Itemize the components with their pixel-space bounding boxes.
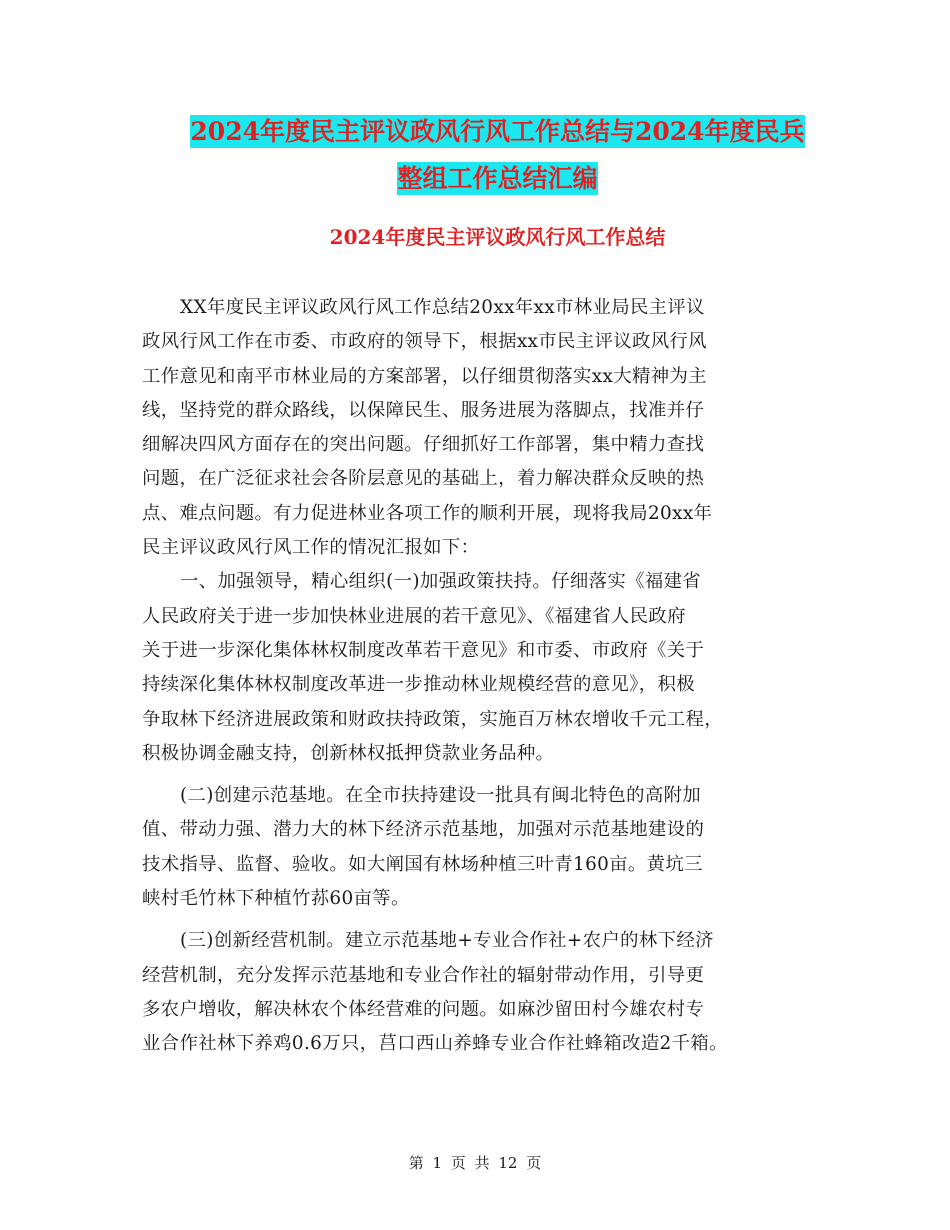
- document-title: [140, 108, 855, 202]
- body-line: 经营机制，充分发挥示范基地和专业合作社的辐射带动作用，引导更: [142, 964, 705, 986]
- body-line: 一、加强领导，精心组织(一)加强政策扶持。仔细落实《福建省: [180, 571, 702, 593]
- body-line: 人民政府关于进一步加快林业进展的若干意见》、《福建省人民政府: [142, 605, 686, 627]
- body-line: (二)创建示范基地。在全市扶持建设一批具有闽北特色的高附加: [180, 785, 702, 807]
- body-line: 关于进一步深化集体林权制度改革若干意见》和市委、市政府《关于: [142, 639, 705, 661]
- body-line: 政风行风工作在市委、市政府的领导下，根据xx市民主评议政风行风: [142, 331, 707, 353]
- page-footer: 第 1 页 共 12 页: [408, 1154, 542, 1172]
- body-text: [142, 291, 827, 1062]
- body-line: 细解决四风方面存在的突出问题。仔细抓好工作部署，集中精力查找: [142, 434, 705, 456]
- body-line: 峡村毛竹林下种植竹荪60亩等。: [142, 888, 410, 910]
- body-line: (三)创新经营机制。建立示范基地+专业合作社+农户的林下经济: [180, 930, 714, 952]
- title-line-1: 2024年度民主评议政风行风工作总结与2024年度民兵: [190, 117, 805, 146]
- body-line: 业合作社林下养鸡0.6万只，莒口西山养蜂专业合作社蜂箱改造2千箱。: [142, 1033, 728, 1055]
- body-line: 多农户增收，解决林农个体经营难的问题。如麻沙留田村今雄农村专: [142, 998, 705, 1020]
- body-line: 问题，在广泛征求社会各阶层意见的基础上，着力解决群众反映的热: [142, 468, 705, 490]
- body-line: XX年度民主评议政风行风工作总结20xx年xx市林业局民主评议: [180, 297, 705, 318]
- body-line: 持续深化集体林权制度改革进一步推动林业规模经营的意见》，积极: [142, 674, 696, 696]
- body-line: 技术指导、监督、验收。如大阐国有林场种植三叶青160亩。黄坑三: [142, 853, 703, 875]
- body-line: 点、难点问题。有力促进林业各项工作的顺利开展，现将我局20xx年: [142, 502, 713, 524]
- body-line: 值、带动力强、潜力大的林下经济示范基地，加强对示范基地建设的: [142, 819, 705, 841]
- section-title: 2024年度民主评议政风行风工作总结: [329, 225, 666, 249]
- body-line: 工作意见和南平市林业局的方案部署，以仔细贯彻落实xx大精神为主: [142, 365, 707, 387]
- body-line: 线，坚持党的群众路线，以保障民生、服务进展为落脚点，找准并仔: [142, 399, 705, 421]
- title-line-2: 整组工作总结汇编: [397, 164, 598, 193]
- body-line: 积极协调金融支持，创新林权抵押贷款业务品种。: [142, 742, 555, 764]
- body-line: 民主评议政风行风工作的情况汇报如下：: [142, 537, 480, 559]
- body-line: 争取林下经济进展政策和财政扶持政策，实施百万林农增收千元工程，: [142, 708, 723, 730]
